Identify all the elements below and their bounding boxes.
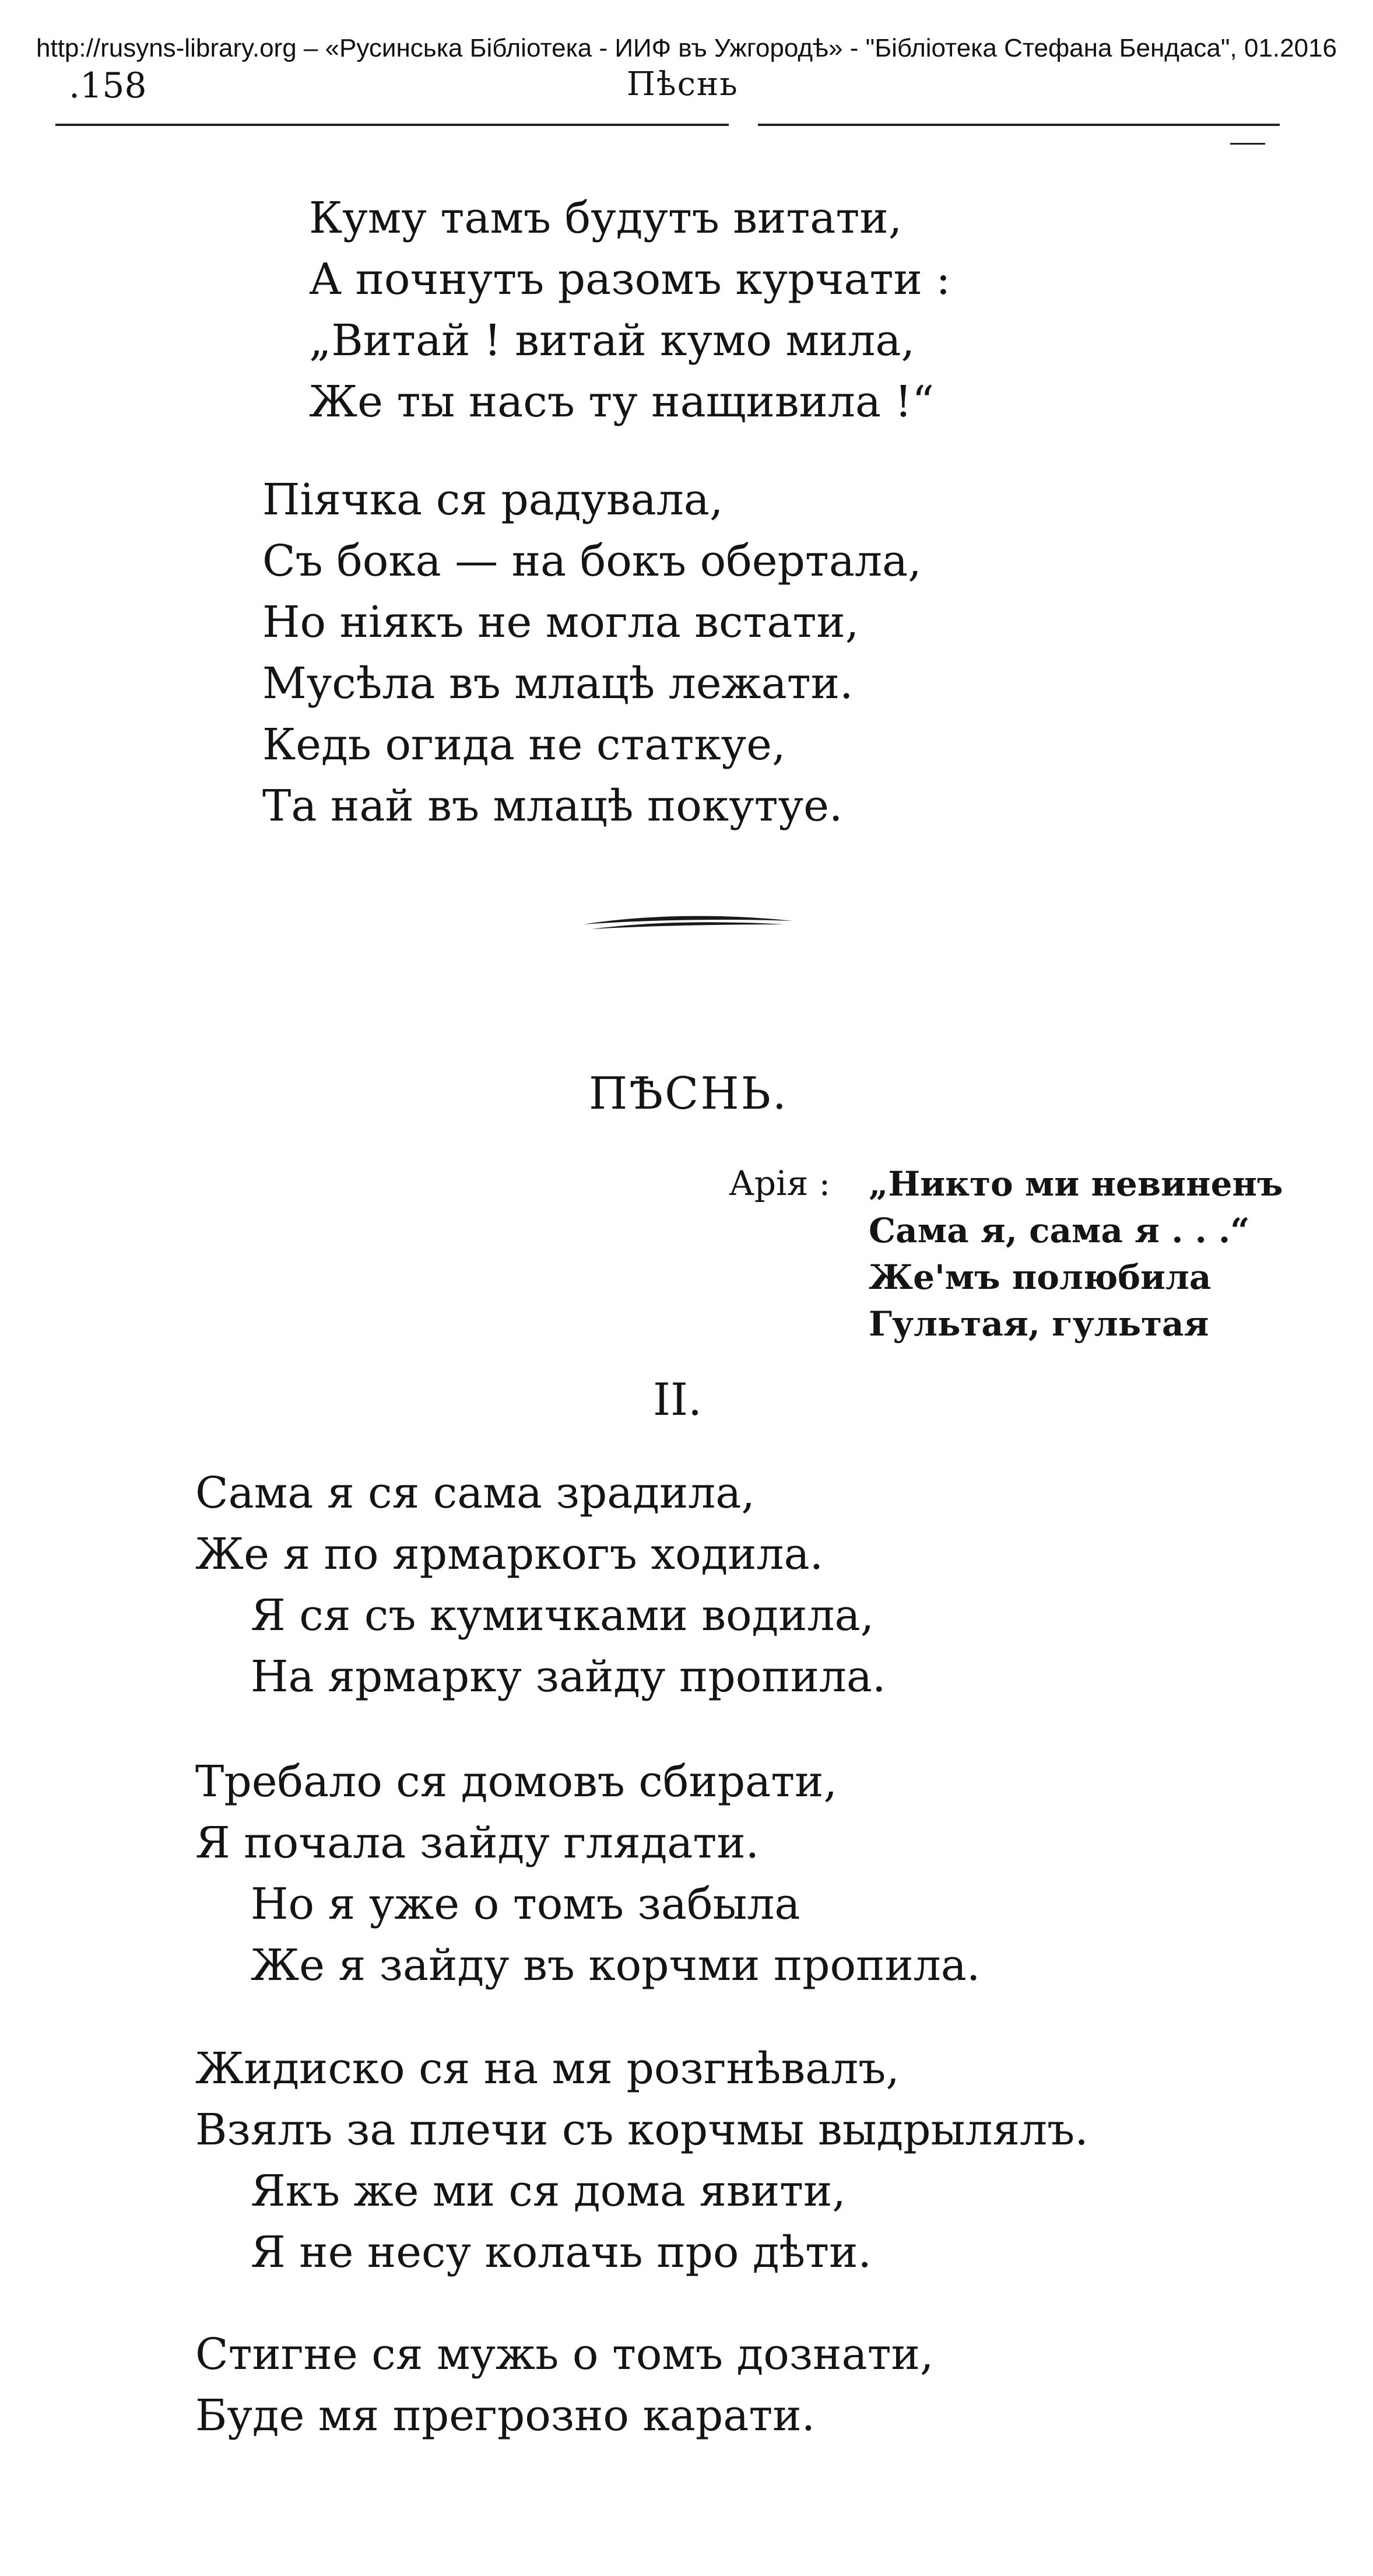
- verse-line: Кедь огида не статкуе,: [262, 720, 786, 770]
- verse-line: Но я уже о томъ забыла: [251, 1879, 800, 1929]
- verse-line: Же ты насъ ту нащивила !“: [309, 377, 935, 427]
- song-title: ПѢСНЬ.: [589, 1067, 788, 1119]
- aria-line: „Никто ми невиненъ: [869, 1164, 1283, 1204]
- running-title: Пѣснь: [627, 65, 739, 103]
- verse-line: Буде мя прегрозно карати.: [195, 2391, 816, 2441]
- verse-line: Я почала зайду глядати.: [195, 1818, 760, 1868]
- verse-line: „Витай ! витай кумо мила,: [309, 316, 915, 366]
- verse-line: Взялъ за плечи съ корчмы выдрылялъ.: [195, 2105, 1088, 2155]
- aria-line: Же'мъ полюбила: [869, 1257, 1212, 1297]
- aria-line: Сама я, сама я . . .“: [869, 1211, 1250, 1250]
- header-rule-left: [55, 124, 729, 126]
- ornament-divider: [580, 907, 796, 936]
- stanza-3: [195, 1463, 886, 1708]
- verse-line: Сама я ся сама зрадила,: [195, 1468, 755, 1518]
- verse-line: Я ся съ кумичками водила,: [251, 1590, 875, 1641]
- aria-label: Арія :: [729, 1163, 831, 1203]
- stanza-2: [262, 469, 922, 837]
- verse-line: Стигне ся мужь о томъ дознати,: [195, 2329, 934, 2379]
- page-number: .158: [69, 65, 147, 106]
- stanza-6: [195, 2324, 933, 2447]
- verse-line: Требало ся домовъ сбирати,: [195, 1757, 838, 1807]
- verse-line: Съ бока — на бокъ обертала,: [262, 536, 922, 586]
- stanza-4: [195, 1751, 980, 1996]
- header-rule-small: [1230, 143, 1265, 145]
- verse-line: Та най въ млацѣ покутуе.: [262, 781, 843, 831]
- verse-line: Же я по ярмаркогъ ходила.: [195, 1529, 824, 1579]
- source-attribution: http://rusyns-library.org – «Русинська Бібліотека - ИИФ въ Ужгородѣ» - "Бібліотека Стефана Бендаса", 01.2016: [36, 34, 1337, 62]
- verse-line: На ярмарку зайду пропила.: [251, 1652, 886, 1702]
- stanza-1: [309, 188, 950, 433]
- verse-line: Піячка ся радувала,: [262, 475, 724, 525]
- aria-lines: [869, 1161, 1283, 1347]
- verse-line: Якъ же ми ся дома явити,: [251, 2166, 846, 2216]
- verse-line: А почнутъ разомъ курчати :: [309, 254, 951, 304]
- verse-line: Мусѣла въ млацѣ лежати.: [262, 658, 854, 709]
- stanza-5: [195, 2038, 1088, 2283]
- verse-line: Но ніякъ не могла встати,: [262, 597, 859, 647]
- verse-line: Же я зайду въ корчми пропила.: [251, 1940, 981, 1990]
- verse-line: Куму тамъ будутъ витати,: [309, 193, 903, 243]
- verse-line: Жидиско ся на мя розгнѣвалъ,: [195, 2044, 900, 2094]
- header-rule-right: [758, 124, 1280, 126]
- part-number: II.: [653, 1373, 703, 1425]
- aria-line: Гультая, гультая: [869, 1304, 1209, 1344]
- verse-line: Я не несу колачь про дѣти.: [251, 2227, 872, 2277]
